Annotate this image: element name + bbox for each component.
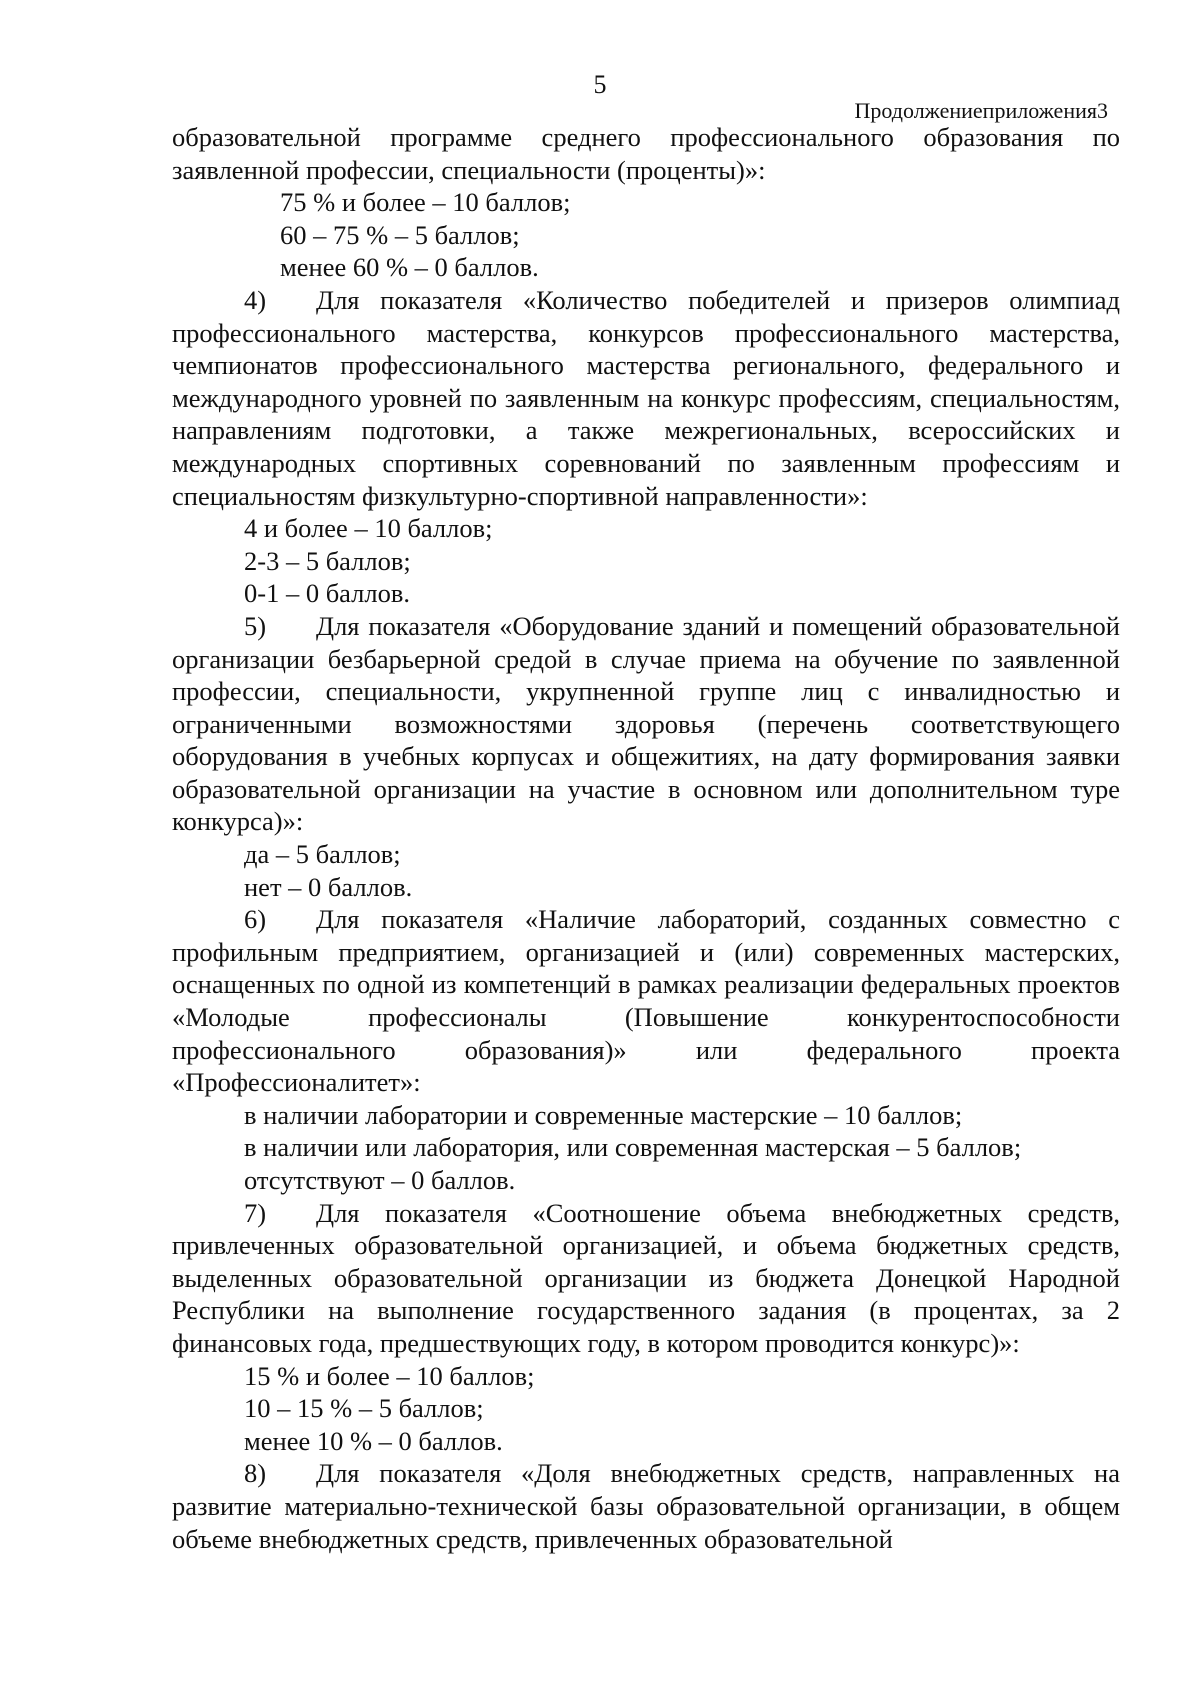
continuation-header: Продолжениеприложения3 [854, 98, 1108, 123]
score-line: да – 5 баллов; [244, 839, 401, 870]
criterion-item-7 [172, 1197, 1120, 1360]
score-line: 75 % и более – 10 баллов; [280, 187, 571, 218]
item-text: Для показателя «Наличие лабораторий, созданных совместно с профильным предприятием, организацией и (или) современных мастерских, оснащенных по одной из компетенций в рамках реализации федеральных проектов «Молодые профессионалы (Повышение конкурентоспособности профессионального образования)» или федерального проекта «Профессионалитет»: [172, 904, 1120, 1098]
score-line: 2-3 – 5 баллов; [244, 545, 411, 576]
score-line: менее 60 % – 0 баллов. [280, 252, 539, 283]
item-text: Для показателя «Оборудование зданий и помещений образовательной организации безбарьерной средой в случае приема на обучение по заявленной профессии, специальности, укрупненной группе лиц с инвалидностью и ограниченными возможностями здоровья (перечень соответствующего оборудования в учебных корпусах и общежитиях, на дату формирования заявки образовательной организации на участие в основном или дополнительном туре конкурса)»: [172, 610, 1120, 837]
item-text: Для показателя «Доля внебюджетных средств, направленных на развитие материально-технической базы образовательной организации, в общем объеме внебюджетных средств, привлеченных образовательной [172, 1458, 1120, 1554]
score-line: 60 – 75 % – 5 баллов; [280, 219, 520, 250]
item-number: 4) [244, 284, 267, 315]
score-line: в наличии лаборатории и современные мастерские – 10 баллов; [244, 1099, 963, 1130]
score-line: отсутствуют – 0 баллов. [244, 1165, 516, 1195]
criterion-item-5 [172, 610, 1120, 838]
score-line: 4 и более – 10 баллов; [244, 513, 493, 544]
item-number: 5) [244, 610, 267, 641]
score-line: 10 – 15 % – 5 баллов; [244, 1393, 484, 1424]
criterion-item-4 [172, 284, 1120, 512]
criterion-item-8 [172, 1457, 1120, 1555]
page-number: 5 [593, 70, 607, 99]
document-body [172, 121, 1120, 1555]
item-number: 7) [244, 1197, 267, 1228]
criterion-item-6 [172, 903, 1120, 1099]
paragraph-continued: образовательной программе среднего профессионального образования по заявленной профессии, специальности (проценты)»: [172, 122, 1120, 185]
score-line: в наличии или лаборатория, или современная мастерская – 5 баллов; [244, 1132, 1022, 1163]
score-line: менее 10 % – 0 баллов. [244, 1425, 503, 1456]
score-line: 0-1 – 0 баллов. [244, 578, 411, 609]
item-number: 6) [244, 904, 267, 935]
score-line: нет – 0 баллов. [244, 871, 413, 902]
item-number: 8) [244, 1458, 267, 1489]
item-text: Для показателя «Соотношение объема внебюджетных средств, привлеченных образовательной организацией, и объема бюджетных средств, выделенных образовательной организации из бюджета Донецкой Народной Республики на выполнение государственного задания (в процентах, за 2 финансовых года, предшествующих году, в котором проводится конкурс)»: [172, 1197, 1120, 1358]
score-line: 15 % и более – 10 баллов; [244, 1360, 535, 1391]
item-text: Для показателя «Количество победителей и призеров олимпиад профессионального мастерства, конкурсов профессионального мастерства, чемпионатов профессионального мастерства регионального, федерального и международного уровней по заявленным на конкурс профессиям, специальностям, направлениям подготовки, а также межрегиональных, всероссийских и международных спортивных соревнований по заявленным профессиям и специальностям физкультурно-спортивной направленности»: [172, 284, 1120, 511]
